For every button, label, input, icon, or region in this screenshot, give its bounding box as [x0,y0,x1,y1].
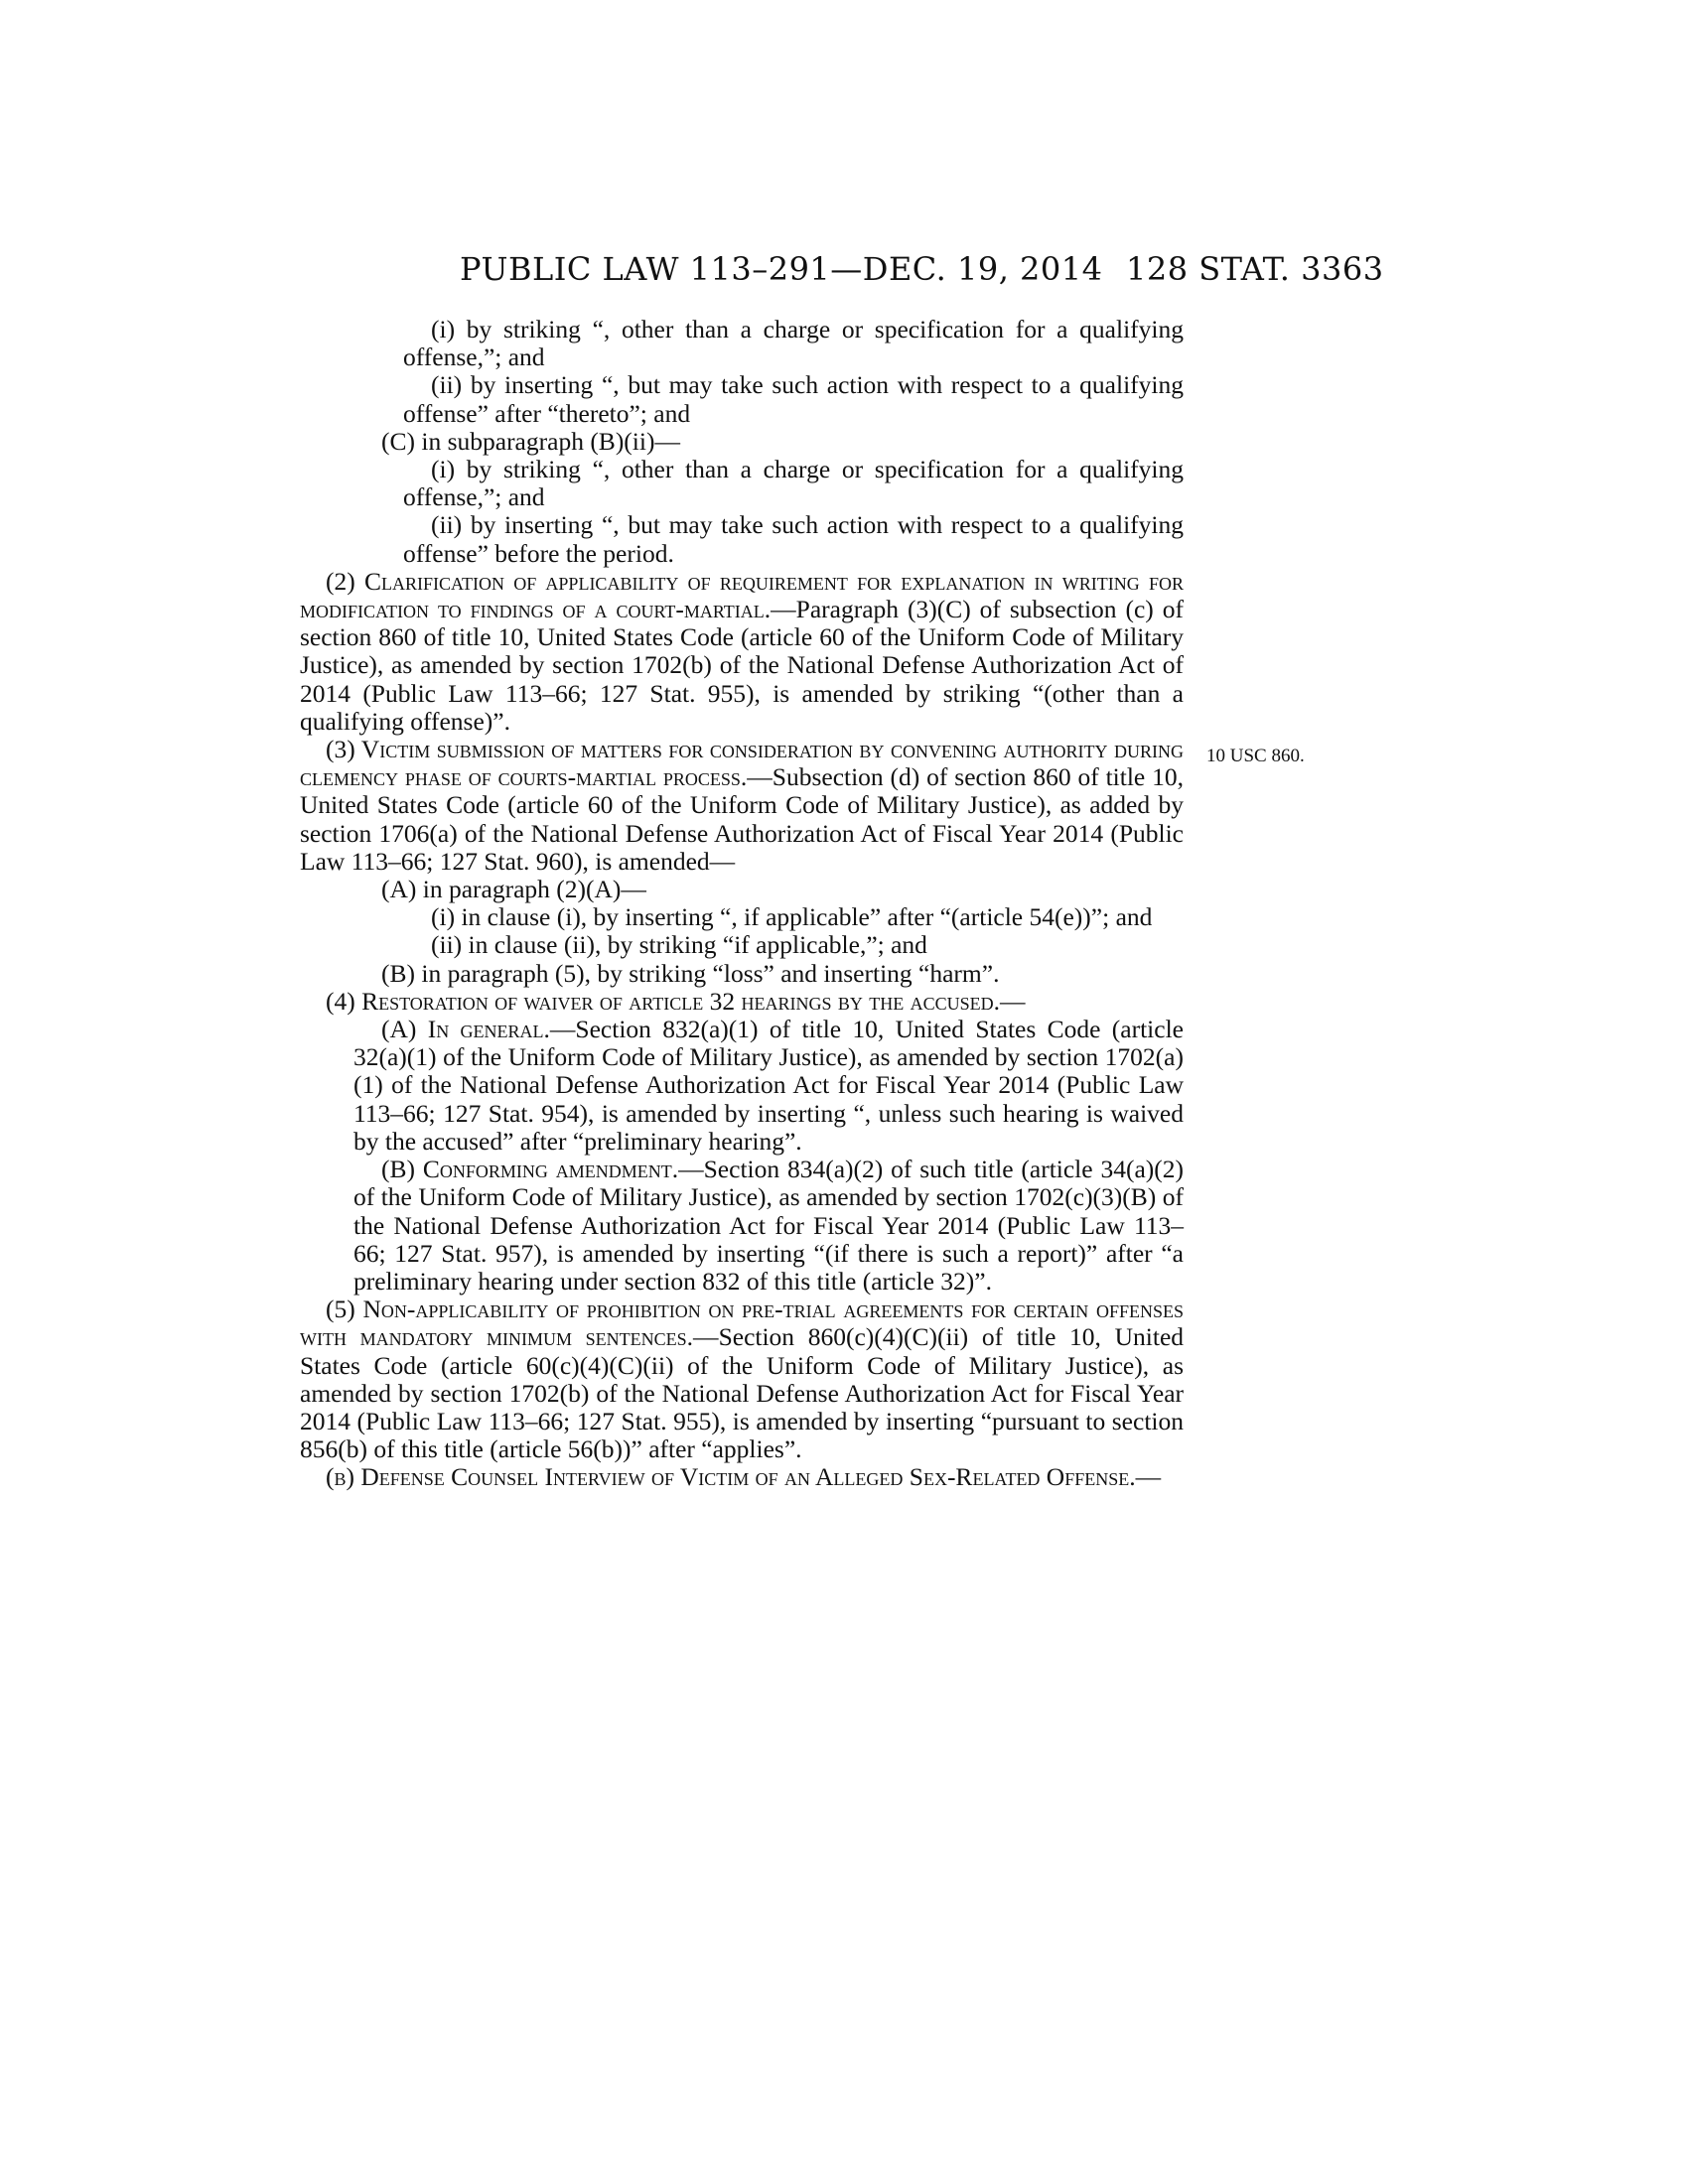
paragraph-text: Subsection (d) of section 860 of title 10, United States Code (article 60 of the Uniform Code of Military Justice), as added by section 1706(a) of the National Defense Authorization Act of Fiscal Year 2014 (Public Law 113–66; 127 Stat. 960), is amended— [300,762,1184,876]
paragraph-text: Paragraph (3)(C) of subsection (c) of section 860 of title 10, United States Code (article 60 of the Uniform Code of Military Justice), as amended by section 1702(b) of the National Defense Authorization Act of 2014 (Public Law 113–66; 127 Stat. 955), is amended by striking “(other than a qualifying offense)”. [300,595,1184,736]
clause: (i) in clause (i), by inserting “, if applicable” after “(article 54(e))”; and [431,902,1153,932]
clause: (i) by striking “, other than a charge or specification for a qualifying offense,”; and [403,315,1184,372]
paragraph-text: Section 834(a)(2) of such title (article 34(a)(2) of the Uniform Code of Military Justice), as amended by section 1702(c)(3)(B) of the National Defense Authorization Act for Fiscal Year 2014 (Public Law 113–66; 127 Stat. 957), is amended by inserting “(if there is such a report)” after “a preliminary hearing under section 832 of this title (article 32)”. [353,1155,1184,1296]
clause: (ii) by inserting “, but may take such action with respect to a qualifying offense” after “thereto”; and [403,370,1184,428]
clause: (ii) by inserting “, but may take such action with respect to a qualifying offense” before the period. [403,510,1184,568]
paragraph-heading: (5) Non-applicability of prohibition on pre-trial agreements for certain offenses with mandatory minimum sentences.— [300,1295,1184,1352]
paragraph-text: Section 860(c)(4)(C)(ii) of title 10, United States Code (article 60(c)(4)(C)(ii) of the Uniform Code of Military Justice), as amended by section 1702(b) of the National Defense Authorization Act for Fiscal Year 2014 (Public Law 113–66; 127 Stat. 955), is amended by inserting “pursuant to section 856(b) of this title (article 56(b))” after “applies”. [300,1322,1185,1464]
subsection-heading: (b) Defense Counsel Interview of Victim of an Alleged Sex-Related Offense.— [326,1462,1162,1492]
paragraph-4 [300,988,1184,1016]
paragraph-3 [300,736,1184,876]
subsection-b [300,1463,1184,1491]
paragraph-5 [300,1296,1184,1463]
paragraph-heading: (B) Conforming amendment.— [381,1155,704,1184]
subparagraph-B [353,1156,1184,1296]
paragraph-heading: (4) Restoration of waiver of article 32 hearings by the accused.— [326,986,1026,1016]
page-header [0,250,1688,290]
paragraph-text: Section 832(a)(1) of title 10, United States Code (article 32(a)(1) of the Uniform Code of Military Justice), as amended by section 1702(a)(1) of the National Defense Authorization Act for Fiscal Year 2014 (Public Law 113–66; 127 Stat. 954), is amended by inserting “, unless such hearing is waived by the accused” after “preliminary hearing”. [353,1015,1184,1156]
marginal-citation: 10 USC 860. [1206,746,1305,766]
paragraph-heading: (A) In general.— [381,1015,576,1044]
statute-body [300,316,1184,1492]
paragraph-2 [300,568,1184,736]
clause: (ii) in clause (ii), by striking “if applicable,”; and [431,930,927,960]
subparagraph: (C) in subparagraph (B)(ii)— [381,426,680,456]
subparagraph: (B) in paragraph (5), by striking “loss” and inserting “harm”. [381,958,1000,988]
paragraph-heading: (2) Clarification of applicability of requirement for explanation in writing for modification to findings of a court-martial.— [300,566,1184,624]
running-head-title: PUBLIC LAW 113–291—DEC. 19, 2014 [460,250,1103,288]
paragraph-heading: (3) Victim submission of matters for consideration by convening authority during clemency phase of courts-martial process.— [300,735,1184,792]
subparagraph: (A) in paragraph (2)(A)— [381,875,646,904]
subparagraph-A [353,1016,1184,1156]
clause: (i) by striking “, other than a charge or specification for a qualifying offense,”; and [403,455,1184,512]
statute-page-number: 128 STAT. 3363 [1126,250,1384,288]
